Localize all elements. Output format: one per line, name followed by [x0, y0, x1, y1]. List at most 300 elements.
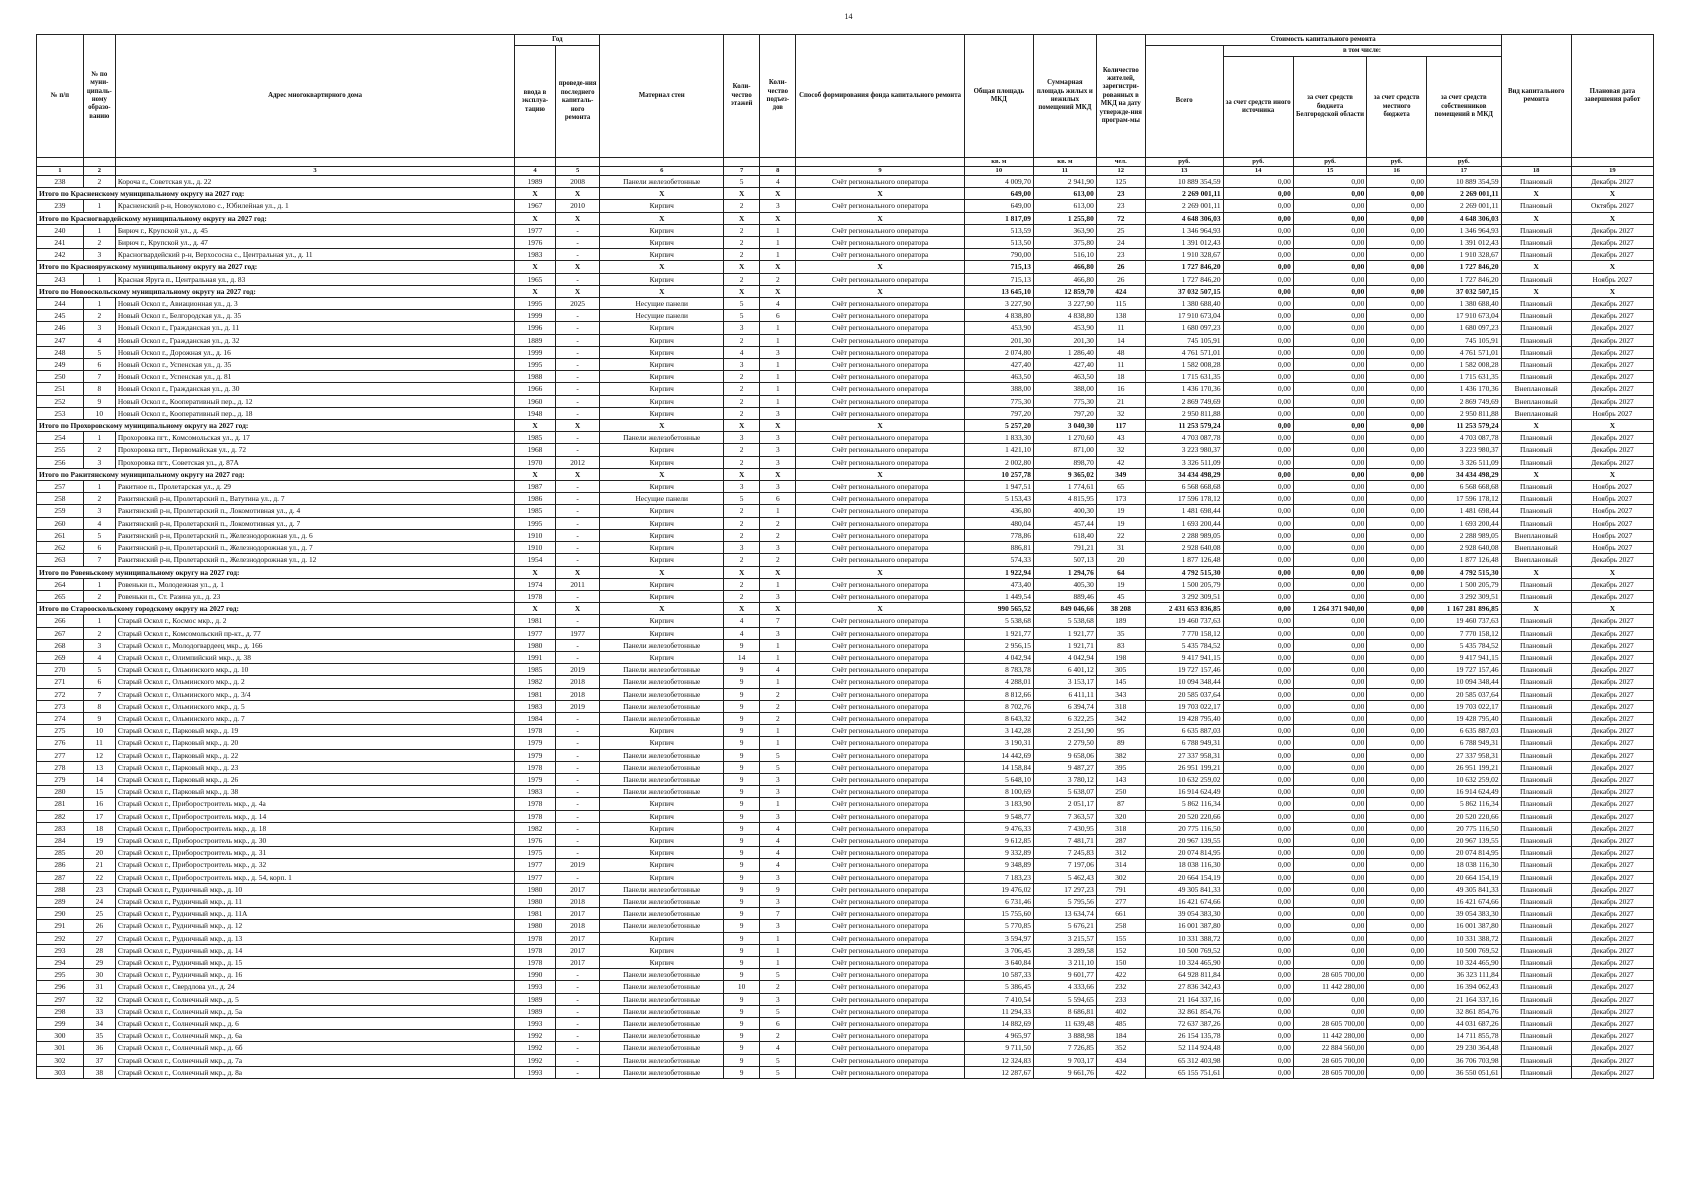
table-cell: Старый Оскол г., Рудничный мкр., д. 11А [115, 908, 514, 920]
col-cost-local: за счет средств местного бюджета [1367, 57, 1427, 158]
table-cell: 9 [724, 908, 760, 920]
table-cell: 314 [1096, 859, 1145, 871]
table-cell: 5 648,10 [964, 773, 1033, 785]
column-number-cell: 19 [1571, 167, 1653, 176]
table-cell: Счёт регионального оператора [796, 273, 964, 285]
table-cell: 2017 [555, 908, 600, 920]
table-cell: Панели железобетонные [600, 1030, 724, 1042]
table-cell: 10 [724, 981, 760, 993]
table-cell: 0,00 [1367, 359, 1427, 371]
table-cell: 32 861 854,76 [1426, 1005, 1501, 1017]
table-cell: 0,00 [1367, 1005, 1427, 1017]
table-cell: - [555, 822, 600, 834]
table-cell: 0,00 [1367, 847, 1427, 859]
table-cell: 3 [760, 920, 796, 932]
table-cell: 3 [83, 322, 115, 334]
table-cell: Декабрь 2027 [1571, 298, 1653, 310]
table-cell: 0,00 [1223, 639, 1293, 651]
subtotal-label: Итого по Краснояружскому муниципальному округу на 2027 год: [37, 261, 515, 273]
table-cell: 10 257,78 [964, 468, 1033, 480]
table-cell: 0,00 [1293, 725, 1366, 737]
table-cell: X [1501, 188, 1571, 200]
table-cell: 0,00 [1223, 334, 1293, 346]
table-cell: 6 411,11 [1033, 688, 1096, 700]
table-cell: 28 605 700,00 [1293, 1066, 1366, 1078]
table-cell: Ровеньки п., Ст. Разина ул., д. 23 [115, 590, 514, 602]
table-cell: 1 [760, 578, 796, 590]
table-cell: 1 [760, 639, 796, 651]
table-cell: Плановый [1501, 481, 1571, 493]
table-cell: 1977 [515, 859, 555, 871]
table-cell: 198 [1096, 651, 1145, 663]
table-cell: 1 [83, 481, 115, 493]
table-cell: 0,00 [1367, 1018, 1427, 1030]
table-cell: 2 [724, 444, 760, 456]
table-cell: 9 548,77 [964, 810, 1033, 822]
table-cell: 0,00 [1223, 969, 1293, 981]
table-cell: 65 312 403,98 [1145, 1054, 1223, 1066]
table-row [37, 859, 1654, 871]
table-cell: Кирпич [600, 944, 724, 956]
table-cell: 0,00 [1223, 603, 1293, 615]
table-cell: 28 605 700,00 [1293, 1018, 1366, 1030]
table-cell: 1 877 126,48 [1426, 554, 1501, 566]
table-cell: 1 727 846,20 [1426, 261, 1501, 273]
table-cell: 4 965,97 [964, 1030, 1033, 1042]
table-cell: Новый Оскол г., Кооперативный пер., д. 18 [115, 407, 514, 419]
table-row [37, 822, 1654, 834]
table-cell: 248 [37, 346, 84, 358]
table-cell: 2 [724, 371, 760, 383]
table-cell: 4 [83, 334, 115, 346]
table-cell: 1983 [515, 700, 555, 712]
table-cell: 0,00 [1367, 688, 1427, 700]
table-cell: 2 [760, 688, 796, 700]
table-cell: 0,00 [1293, 944, 1366, 956]
table-cell: 3 [724, 432, 760, 444]
table-cell: Счёт регионального оператора [796, 725, 964, 737]
table-cell: Плановый [1501, 786, 1571, 798]
table-cell: Панели железобетонные [600, 176, 724, 188]
table-cell: 3 [760, 407, 796, 419]
table-cell: 7 481,71 [1033, 834, 1096, 846]
table-cell: 10 632 259,02 [1426, 773, 1501, 785]
table-cell: 0,00 [1223, 676, 1293, 688]
table-cell: 6 635 887,03 [1145, 725, 1223, 737]
table-cell: - [555, 481, 600, 493]
table-cell: Декабрь 2027 [1571, 578, 1653, 590]
table-cell: 320 [1096, 810, 1145, 822]
table-cell: 849 046,66 [1033, 603, 1096, 615]
table-cell: Плановый [1501, 822, 1571, 834]
table-cell: 1 582 008,28 [1145, 359, 1223, 371]
table-cell: Декабрь 2027 [1571, 639, 1653, 651]
table-cell: 0,00 [1367, 212, 1427, 224]
table-cell: Кирпич [600, 481, 724, 493]
table-cell: 0,00 [1367, 590, 1427, 602]
table-cell: 282 [37, 810, 84, 822]
table-cell: X [1571, 468, 1653, 480]
table-cell: 0,00 [1223, 420, 1293, 432]
table-cell: 1 582 008,28 [1426, 359, 1501, 371]
table-cell: Декабрь 2027 [1571, 981, 1653, 993]
table-cell: 6 788 949,31 [1145, 737, 1223, 749]
table-cell: Счёт регионального оператора [796, 249, 964, 261]
table-cell: 400,30 [1033, 505, 1096, 517]
table-cell: 775,30 [1033, 395, 1096, 407]
table-cell: Плановый [1501, 676, 1571, 688]
table-cell: 7 726,85 [1033, 1042, 1096, 1054]
table-cell: 0,00 [1223, 249, 1293, 261]
table-cell: 2 [724, 249, 760, 261]
table-cell: X [1571, 566, 1653, 578]
table-cell: 303 [37, 1066, 84, 1078]
table-cell: 649,00 [964, 188, 1033, 200]
table-cell: 14 [83, 773, 115, 785]
table-cell: 253 [37, 407, 84, 419]
table-cell: 0,00 [1293, 249, 1366, 261]
table-cell: X [760, 420, 796, 432]
table-cell: 0,00 [1293, 737, 1366, 749]
table-cell: 457,44 [1033, 517, 1096, 529]
table-cell: Декабрь 2027 [1571, 773, 1653, 785]
table-cell: Плановый [1501, 871, 1571, 883]
table-cell: Счёт регионального оператора [796, 456, 964, 468]
table-row [37, 1054, 1654, 1066]
table-cell: 0,00 [1293, 505, 1366, 517]
table-cell: 1 921,71 [1033, 639, 1096, 651]
table-cell: 427,40 [964, 359, 1033, 371]
table-cell: 301 [37, 1042, 84, 1054]
table-cell: 1985 [515, 432, 555, 444]
col-repair-type: Вид капитального ремонта [1501, 35, 1571, 158]
table-cell: Прохоровка пгт., Советская ул., д. 87А [115, 456, 514, 468]
table-cell: 0,00 [1367, 786, 1427, 798]
table-cell: Декабрь 2027 [1571, 871, 1653, 883]
table-cell: Ноябрь 2027 [1571, 505, 1653, 517]
table-cell: 2 [724, 407, 760, 419]
table-cell: X [1501, 261, 1571, 273]
table-cell: Декабрь 2027 [1571, 615, 1653, 627]
table-cell: 12 [83, 749, 115, 761]
table-cell: Декабрь 2027 [1571, 590, 1653, 602]
table-cell: 10 094 348,44 [1145, 676, 1223, 688]
table-cell: 36 706 703,98 [1426, 1054, 1501, 1066]
table-cell: 1990 [515, 969, 555, 981]
table-cell: 382 [1096, 749, 1145, 761]
table-cell: 6 394,74 [1033, 700, 1096, 712]
table-cell: 3 142,28 [964, 725, 1033, 737]
column-number-cell: 9 [796, 167, 964, 176]
table-row [37, 176, 1654, 188]
table-cell: Счёт регионального оператора [796, 615, 964, 627]
table-cell: 11 442 280,00 [1293, 981, 1366, 993]
table-cell: 268 [37, 639, 84, 651]
table-cell: 1910 [515, 542, 555, 554]
table-cell: 17 [83, 810, 115, 822]
col-floors: Коли-чество этажей [724, 35, 760, 158]
table-cell: 0,00 [1223, 993, 1293, 1005]
table-cell: 6 [83, 359, 115, 371]
table-cell: 49 305 841,33 [1145, 883, 1223, 895]
table-cell: 5 638,07 [1033, 786, 1096, 798]
table-cell: Декабрь 2027 [1571, 1005, 1653, 1017]
table-cell: 1 380 688,40 [1426, 298, 1501, 310]
table-cell: 286 [37, 859, 84, 871]
table-cell: 0,00 [1223, 212, 1293, 224]
table-cell: 0,00 [1223, 1030, 1293, 1042]
table-cell: 0,00 [1367, 346, 1427, 358]
table-cell: 6 568 668,68 [1145, 481, 1223, 493]
table-cell: 2 002,80 [964, 456, 1033, 468]
table-cell: 1983 [515, 249, 555, 261]
table-cell: Счёт регионального оператора [796, 1066, 964, 1078]
table-cell: 1977 [515, 224, 555, 236]
table-row [37, 981, 1654, 993]
table-cell: 4 288,01 [964, 676, 1033, 688]
table-cell: 3 223 980,37 [1145, 444, 1223, 456]
table-cell: 1999 [515, 310, 555, 322]
table-cell: 20 [1096, 554, 1145, 566]
table-cell: - [555, 383, 600, 395]
table-cell: Плановый [1501, 651, 1571, 663]
table-cell: 466,80 [1033, 261, 1096, 273]
table-cell: 283 [37, 822, 84, 834]
table-cell: 0,00 [1223, 456, 1293, 468]
table-cell: 0,00 [1293, 542, 1366, 554]
table-cell: 0,00 [1293, 359, 1366, 371]
column-number-cell: 7 [724, 167, 760, 176]
table-cell: 613,00 [1033, 188, 1096, 200]
table-cell: Кирпич [600, 554, 724, 566]
unit-cell [555, 158, 600, 167]
table-cell: 0,00 [1293, 920, 1366, 932]
table-cell: 2 269 001,11 [1145, 188, 1223, 200]
table-cell: 0,00 [1223, 590, 1293, 602]
table-cell: 245 [37, 310, 84, 322]
table-cell: Счёт регионального оператора [796, 773, 964, 785]
table-cell: 0,00 [1223, 346, 1293, 358]
table-cell: Плановый [1501, 176, 1571, 188]
table-cell: 9 612,85 [964, 834, 1033, 846]
table-cell: - [555, 493, 600, 505]
table-cell: X [724, 468, 760, 480]
table-cell: 16 [83, 798, 115, 810]
table-cell: 32 861 854,76 [1145, 1005, 1223, 1017]
table-cell: 1981 [515, 688, 555, 700]
table-cell: 4 [760, 834, 796, 846]
unit-cell [37, 158, 84, 167]
table-cell: Плановый [1501, 590, 1571, 602]
table-cell: Декабрь 2027 [1571, 371, 1653, 383]
table-cell: - [555, 310, 600, 322]
table-cell: 0,00 [1367, 468, 1427, 480]
table-cell: 0,00 [1293, 578, 1366, 590]
table-cell: 4 838,80 [1033, 310, 1096, 322]
table-cell: 1978 [515, 761, 555, 773]
table-cell: Счёт регионального оператора [796, 1030, 964, 1042]
table-cell: Счёт регионального оператора [796, 529, 964, 541]
table-cell: 9 [724, 639, 760, 651]
table-cell: 1982 [515, 676, 555, 688]
table-cell: 189 [1096, 615, 1145, 627]
table-cell: 255 [37, 444, 84, 456]
table-cell: 1982 [515, 822, 555, 834]
subtotal-row [37, 261, 1654, 273]
table-cell: 1 727 846,20 [1145, 273, 1223, 285]
table-cell: 4 [760, 847, 796, 859]
table-cell: 2012 [555, 456, 600, 468]
table-cell: Счёт регионального оператора [796, 200, 964, 212]
table-cell: 0,00 [1293, 456, 1366, 468]
table-cell: 395 [1096, 761, 1145, 773]
table-cell: Декабрь 2027 [1571, 176, 1653, 188]
table-cell: X [796, 188, 964, 200]
table-cell: X [724, 212, 760, 224]
table-cell: 5 [83, 346, 115, 358]
table-cell: 5 [760, 1066, 796, 1078]
table-cell: Кирпич [600, 798, 724, 810]
table-cell: 0,00 [1223, 895, 1293, 907]
table-row [37, 542, 1654, 554]
table-cell: 1 391 012,43 [1426, 237, 1501, 249]
table-cell: 0,00 [1367, 737, 1427, 749]
table-cell: 0,00 [1223, 444, 1293, 456]
table-cell: Кирпич [600, 517, 724, 529]
table-cell: Старый Оскол г., Парковый мкр., д. 19 [115, 725, 514, 737]
table-cell: 3 [760, 432, 796, 444]
table-cell: 2 956,15 [964, 639, 1033, 651]
table-cell: 39 054 383,30 [1145, 908, 1223, 920]
table-cell: 0,00 [1293, 749, 1366, 761]
table-cell: 2 [760, 700, 796, 712]
table-cell: Кирпич [600, 737, 724, 749]
table-cell: 9 [83, 395, 115, 407]
table-cell: 34 434 498,29 [1426, 468, 1501, 480]
table-row [37, 517, 1654, 529]
table-cell: Декабрь 2027 [1571, 1066, 1653, 1078]
table-cell: 0,00 [1293, 688, 1366, 700]
table-cell: 10 500 769,52 [1426, 944, 1501, 956]
table-cell: 3 326 511,09 [1426, 456, 1501, 468]
table-cell: X [600, 285, 724, 297]
column-number-cell: 2 [83, 167, 115, 176]
table-cell: 37 032 507,15 [1426, 285, 1501, 297]
table-cell: 1 286,40 [1033, 346, 1096, 358]
table-cell: 8 702,76 [964, 700, 1033, 712]
table-row [37, 334, 1654, 346]
table-cell: 0,00 [1223, 237, 1293, 249]
table-cell: 9 [724, 725, 760, 737]
table-cell: Счёт регионального оператора [796, 798, 964, 810]
table-cell: 3 227,90 [1033, 298, 1096, 310]
table-row [37, 712, 1654, 724]
table-cell: 1 391 012,43 [1145, 237, 1223, 249]
table-cell: 4 [83, 651, 115, 663]
table-cell: 9 [724, 712, 760, 724]
table-cell: Счёт регионального оператора [796, 676, 964, 688]
table-cell: 9 [724, 688, 760, 700]
table-cell: 0,00 [1223, 651, 1293, 663]
table-cell: Новый Оскол г., Гражданская ул., д. 11 [115, 322, 514, 334]
table-cell: Счёт регионального оператора [796, 822, 964, 834]
table-cell: 2018 [555, 688, 600, 700]
table-cell: Ноябрь 2027 [1571, 529, 1653, 541]
table-cell: Старый Оскол г., Ольминского мкр., д. 2 [115, 676, 514, 688]
table-cell: 0,00 [1223, 383, 1293, 395]
table-cell: - [555, 395, 600, 407]
table-cell: 5 [724, 493, 760, 505]
table-cell: Счёт регионального оператора [796, 432, 964, 444]
table-cell: 36 550 051,61 [1426, 1066, 1501, 1078]
table-cell: Плановый [1501, 273, 1571, 285]
table-cell: 2 [724, 395, 760, 407]
table-cell: 35 [1096, 627, 1145, 639]
table-cell: Плановый [1501, 1054, 1571, 1066]
table-cell: 7 [83, 554, 115, 566]
table-cell: Несущие панели [600, 493, 724, 505]
table-cell: 453,90 [964, 322, 1033, 334]
table-cell: 0,00 [1293, 639, 1366, 651]
table-cell: 5 386,45 [964, 981, 1033, 993]
table-cell: 745 105,91 [1145, 334, 1223, 346]
table-cell: 3 215,57 [1033, 932, 1096, 944]
table-cell: 10 324 465,90 [1145, 957, 1223, 969]
table-cell: 19 460 737,63 [1426, 615, 1501, 627]
table-cell: Плановый [1501, 578, 1571, 590]
table-cell: 1 910 328,67 [1145, 249, 1223, 261]
column-number-cell: 5 [555, 167, 600, 176]
table-cell: 241 [37, 237, 84, 249]
table-cell: 2 074,80 [964, 346, 1033, 358]
table-cell: Панели железобетонные [600, 1042, 724, 1054]
table-cell: Кирпич [600, 651, 724, 663]
table-cell: 0,00 [1293, 786, 1366, 798]
table-cell: Плановый [1501, 298, 1571, 310]
table-cell: 1 693 200,44 [1426, 517, 1501, 529]
table-cell: 254 [37, 432, 84, 444]
table-cell: 290 [37, 908, 84, 920]
column-number-cell: 3 [115, 167, 514, 176]
table-cell: 2 [724, 237, 760, 249]
table-cell: 278 [37, 761, 84, 773]
table-cell: 1954 [515, 554, 555, 566]
table-cell: - [555, 407, 600, 419]
subtotal-label: Итого по Красногвардейскому муниципальному округу на 2027 год: [37, 212, 515, 224]
table-cell: 4 042,94 [1033, 651, 1096, 663]
table-cell: 0,00 [1223, 761, 1293, 773]
table-cell: 9 [724, 761, 760, 773]
table-cell: 5 153,43 [964, 493, 1033, 505]
table-cell: 11 253 579,24 [1145, 420, 1223, 432]
table-cell: 1970 [515, 456, 555, 468]
table-cell: Декабрь 2027 [1571, 688, 1653, 700]
table-cell: 65 [1096, 481, 1145, 493]
table-cell: 1977 [555, 627, 600, 639]
table-cell: 0,00 [1293, 432, 1366, 444]
table-cell: X [515, 566, 555, 578]
table-cell: 9 [724, 664, 760, 676]
table-cell: 1 [760, 383, 796, 395]
table-cell: Декабрь 2027 [1571, 383, 1653, 395]
table-cell: 1 680 097,23 [1145, 322, 1223, 334]
table-cell: 1984 [515, 712, 555, 724]
table-cell: 3 [760, 895, 796, 907]
table-cell: 9 [724, 822, 760, 834]
table-cell: - [555, 371, 600, 383]
table-cell: 0,00 [1293, 212, 1366, 224]
table-cell: 273 [37, 700, 84, 712]
